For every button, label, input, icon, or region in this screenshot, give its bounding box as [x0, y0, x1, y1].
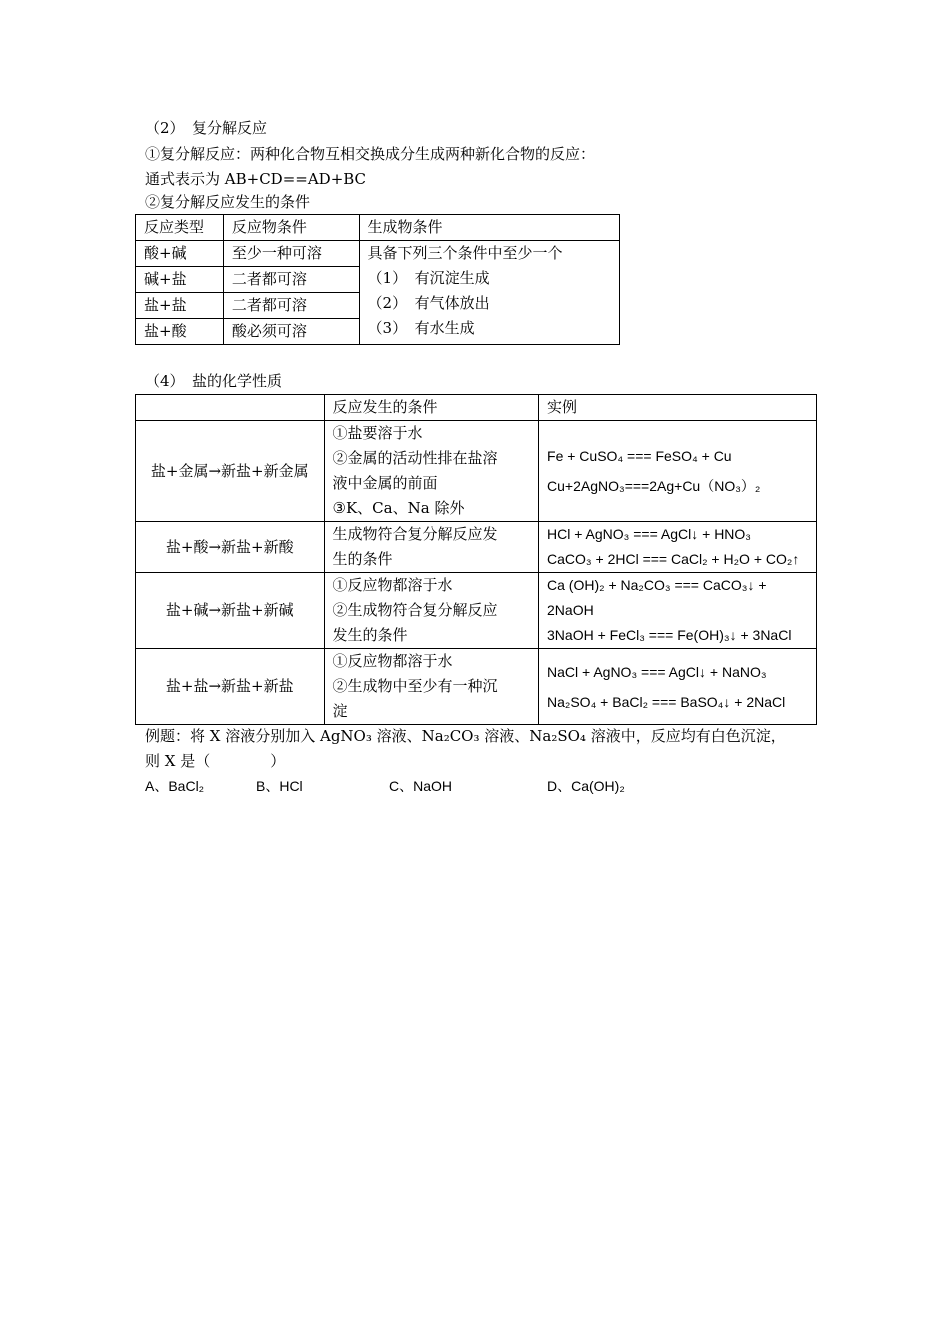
- header-empty: [136, 395, 325, 421]
- product-condition-line: （2） 有气体放出: [367, 294, 490, 312]
- examples-cell: [539, 573, 817, 649]
- example-equation: 3NaOH + FeCl₃ === Fe(OH)₃↓ + 3NaCl: [547, 627, 792, 643]
- condition-line: ①反应物都溶于水: [332, 576, 453, 594]
- reaction-cell: 盐+盐→新盐+新盐: [136, 649, 325, 725]
- product-condition-line: （3） 有水生成: [367, 319, 475, 337]
- salt-properties-table: [135, 394, 817, 725]
- table-row: [136, 241, 620, 267]
- examples-cell: [539, 522, 817, 573]
- condition-heading: ②复分解反应发生的条件: [145, 193, 311, 211]
- condition-line: ②金属的活动性排在盐溶: [332, 449, 498, 467]
- header-product-condition: 生成物条件: [359, 215, 619, 241]
- conditions-cell: [324, 649, 538, 725]
- condition-line: ①盐要溶于水: [332, 424, 423, 442]
- reaction-type: 碱+盐: [136, 267, 224, 293]
- example-equation: Fe + CuSO₄ === FeSO₄ + Cu: [547, 448, 732, 464]
- section-2-heading: （2） 复分解反应: [145, 119, 268, 137]
- condition-line: ①反应物都溶于水: [332, 652, 453, 670]
- condition-line: 生成物符合复分解反应发: [332, 525, 498, 543]
- option-d: D、Ca(OH)₂: [547, 778, 625, 794]
- examples-cell: [539, 649, 817, 725]
- table-header-row: [136, 215, 620, 241]
- general-formula: 通式表示为 AB+CD==AD+BC: [145, 170, 367, 188]
- examples-cell: [539, 421, 817, 522]
- example-question-blank: 则 X 是（ ）: [145, 752, 286, 770]
- reaction-type: 盐+盐: [136, 293, 224, 319]
- table-row: [136, 522, 817, 573]
- table-row: [136, 573, 817, 649]
- example-equation: Cu+2AgNO₃===2Ag+Cu（NO₃）₂: [547, 478, 761, 494]
- condition-line: ③K、Ca、Na 除外: [332, 499, 465, 517]
- condition-line: 发生的条件: [332, 626, 408, 644]
- option-c: C、NaOH: [389, 778, 453, 794]
- condition-line: ②生成物符合复分解反应: [332, 601, 498, 619]
- reactant-condition: 酸必须可溶: [223, 319, 359, 345]
- example-question: 例题：将 X 溶液分别加入 AgNO₃ 溶液、Na₂CO₃ 溶液、Na₂SO₄ 溶液中，反应均有白色沉淀，: [145, 727, 786, 745]
- product-conditions: [359, 241, 619, 345]
- example-equation: HCl + AgNO₃ === AgCl↓ + HNO₃: [547, 526, 751, 542]
- table-row: [136, 649, 817, 725]
- product-condition-line: 具备下列三个条件中至少一个: [367, 244, 563, 262]
- section-4-heading: （4） 盐的化学性质: [145, 372, 283, 390]
- example-equation: CaCO₃ + 2HCl === CaCl₂ + H₂O + CO₂↑: [547, 551, 800, 567]
- condition-line: 淀: [332, 702, 348, 720]
- condition-line: 液中金属的前面: [332, 474, 438, 492]
- double-decomposition-table: [135, 214, 620, 345]
- conditions-cell: [324, 421, 538, 522]
- example-equation: Ca (OH)₂ + Na₂CO₃ === CaCO₃↓ +: [547, 577, 767, 593]
- example-equation: 2NaOH: [547, 602, 594, 618]
- conditions-cell: [324, 573, 538, 649]
- header-reaction-type: 反应类型: [136, 215, 224, 241]
- header-reactant-condition: 反应物条件: [223, 215, 359, 241]
- condition-line: ②生成物中至少有一种沉: [332, 677, 498, 695]
- reactant-condition: 二者都可溶: [223, 293, 359, 319]
- table-header-row: [136, 395, 817, 421]
- option-b: B、HCl: [256, 778, 303, 794]
- table-row: [136, 421, 817, 522]
- conditions-cell: [324, 522, 538, 573]
- header-examples: 实例: [539, 395, 817, 421]
- reactant-condition: 二者都可溶: [223, 267, 359, 293]
- reaction-type: 盐+酸: [136, 319, 224, 345]
- condition-line: 生的条件: [332, 550, 393, 568]
- option-a: A、BaCl₂: [145, 778, 205, 794]
- header-conditions: 反应发生的条件: [324, 395, 538, 421]
- definition-line: ①复分解反应：两种化合物互相交换成分生成两种新化合物的反应：: [145, 145, 596, 163]
- reaction-cell: 盐+酸→新盐+新酸: [136, 522, 325, 573]
- product-condition-line: （1） 有沉淀生成: [367, 269, 490, 287]
- reactant-condition: 至少一种可溶: [223, 241, 359, 267]
- example-equation: Na₂SO₄ + BaCl₂ === BaSO₄↓ + 2NaCl: [547, 693, 786, 710]
- reaction-cell: 盐+金属→新盐+新金属: [136, 421, 325, 522]
- reaction-cell: 盐+碱→新盐+新碱: [136, 573, 325, 649]
- example-equation: NaCl + AgNO₃ === AgCl↓ + NaNO₃: [547, 663, 767, 680]
- reaction-type: 酸+碱: [136, 241, 224, 267]
